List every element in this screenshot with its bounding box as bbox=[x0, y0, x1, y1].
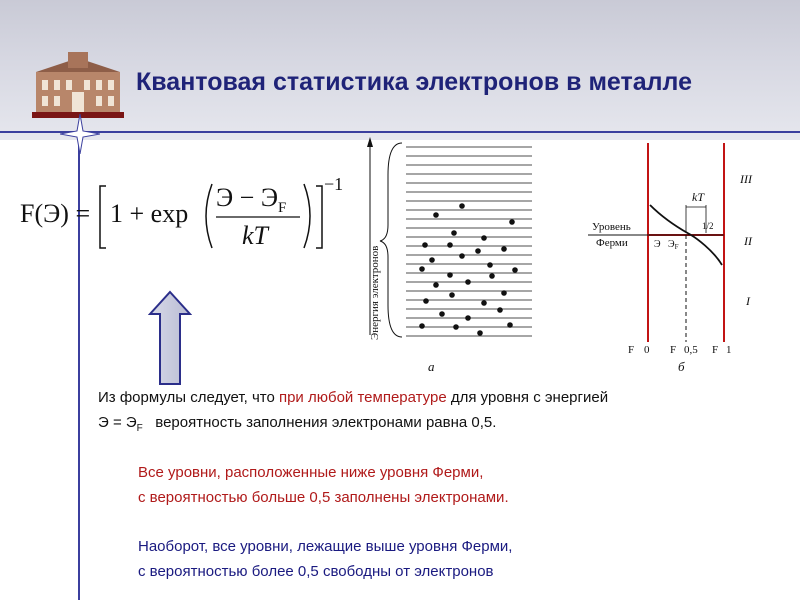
electron-dot bbox=[501, 290, 507, 296]
electron-dot bbox=[423, 298, 429, 304]
electron-dot bbox=[422, 242, 428, 248]
horizontal-divider bbox=[0, 131, 800, 133]
electron-dot bbox=[453, 324, 459, 330]
electron-dot bbox=[419, 266, 425, 272]
formula-one-plus-exp: 1 + exp bbox=[110, 199, 189, 228]
p1-line1-end: для уровня с энергией bbox=[446, 389, 609, 406]
slide-title: Квантовая статистика электронов в металле bbox=[136, 68, 692, 96]
electron-dot bbox=[477, 330, 483, 336]
energy-level-lines bbox=[406, 147, 532, 336]
electron-dot bbox=[512, 267, 518, 273]
half-label: 1/2 bbox=[702, 221, 714, 231]
paragraph-2-line-2: с вероятностью больше 0,5 заполнены электронами. bbox=[138, 489, 509, 506]
region-1-label: I bbox=[746, 294, 750, 308]
kt-label: kT bbox=[692, 190, 704, 204]
p1-line2-symbol: Э = Э bbox=[98, 414, 137, 431]
region-3-label: III bbox=[740, 172, 752, 186]
electron-dot bbox=[481, 235, 487, 241]
paragraph-3-line-2: с вероятностью более 0,5 свободны от электронов bbox=[138, 563, 494, 580]
electron-dot bbox=[439, 311, 445, 317]
energy-label: Э bbox=[654, 239, 661, 250]
paragraph-3-line-1: Наоборот, все уровни, лежащие выше уровня Ферми, bbox=[138, 538, 513, 555]
electron-dot bbox=[489, 273, 495, 279]
up-arrow-icon bbox=[148, 290, 192, 386]
x-tick-1: 1 bbox=[726, 344, 732, 356]
electron-dot bbox=[459, 203, 465, 209]
electron-dot bbox=[433, 212, 439, 218]
ef-sub: F bbox=[674, 243, 679, 251]
electron-dot bbox=[447, 272, 453, 278]
ef-label: Э bbox=[668, 239, 675, 250]
electron-dot bbox=[449, 292, 455, 298]
region-2-label: II bbox=[744, 234, 752, 248]
electron-dot bbox=[481, 300, 487, 306]
fermi-level-label-line1: Уровень bbox=[592, 221, 631, 233]
electron-dot bbox=[507, 322, 513, 328]
svg-text:ЭF bbox=[668, 239, 679, 251]
electron-dot bbox=[459, 253, 465, 259]
electron-dot bbox=[465, 279, 471, 285]
electron-dot bbox=[447, 242, 453, 248]
svg-text:Э − ЭF bbox=[216, 183, 286, 216]
electron-dot bbox=[419, 323, 425, 329]
paragraph-2-line-1: Все уровни, расположенные ниже уровня Ферми, bbox=[138, 464, 484, 481]
p1-line2-sub: F bbox=[136, 423, 143, 434]
x-tick-0-5: 0,5 bbox=[684, 344, 698, 356]
formula-denominator: kT bbox=[242, 221, 268, 250]
p1-line2-end: вероятность заполнения электронами равна 0,5. bbox=[142, 414, 497, 431]
diagram-b-caption: б bbox=[678, 359, 685, 374]
electron-dot bbox=[465, 315, 471, 321]
p1-line1-start: Из формулы следует, что bbox=[98, 389, 279, 406]
building-logo bbox=[32, 52, 124, 122]
paragraph-1-line-1 bbox=[98, 389, 608, 406]
p1-line1-highlight: при любой температуре bbox=[278, 389, 447, 406]
formula-lhs: F(Э) = bbox=[20, 199, 91, 228]
x-tick-0: 0 bbox=[644, 344, 650, 356]
electron-dot bbox=[451, 230, 457, 236]
sparkle-icon bbox=[60, 114, 100, 154]
fermi-level-label-line2: Ферми bbox=[596, 237, 628, 249]
electron-dot bbox=[509, 219, 515, 225]
electron-dot bbox=[497, 307, 503, 313]
paragraph-1-line-2 bbox=[98, 414, 496, 434]
x-tick-f3: F bbox=[712, 344, 719, 356]
electron-dots bbox=[419, 203, 518, 336]
electron-dot bbox=[475, 248, 481, 254]
energy-levels-diagram bbox=[350, 135, 550, 380]
electron-dot bbox=[487, 262, 493, 268]
energy-axis-label: Энергия электронов bbox=[369, 245, 381, 340]
fermi-distribution-diagram bbox=[588, 135, 788, 380]
electron-dot bbox=[429, 257, 435, 263]
x-tick-f1: F bbox=[628, 344, 635, 356]
x-tick-f2: F bbox=[670, 344, 677, 356]
formula-exponent: −1 bbox=[324, 174, 344, 194]
diagram-a-caption: а bbox=[428, 359, 435, 374]
fermi-dirac-formula bbox=[20, 170, 350, 260]
formula-numerator: Э − Э bbox=[216, 183, 278, 212]
electron-dot bbox=[501, 246, 507, 252]
formula-numerator-sub: F bbox=[278, 200, 287, 216]
electron-dot bbox=[433, 282, 439, 288]
